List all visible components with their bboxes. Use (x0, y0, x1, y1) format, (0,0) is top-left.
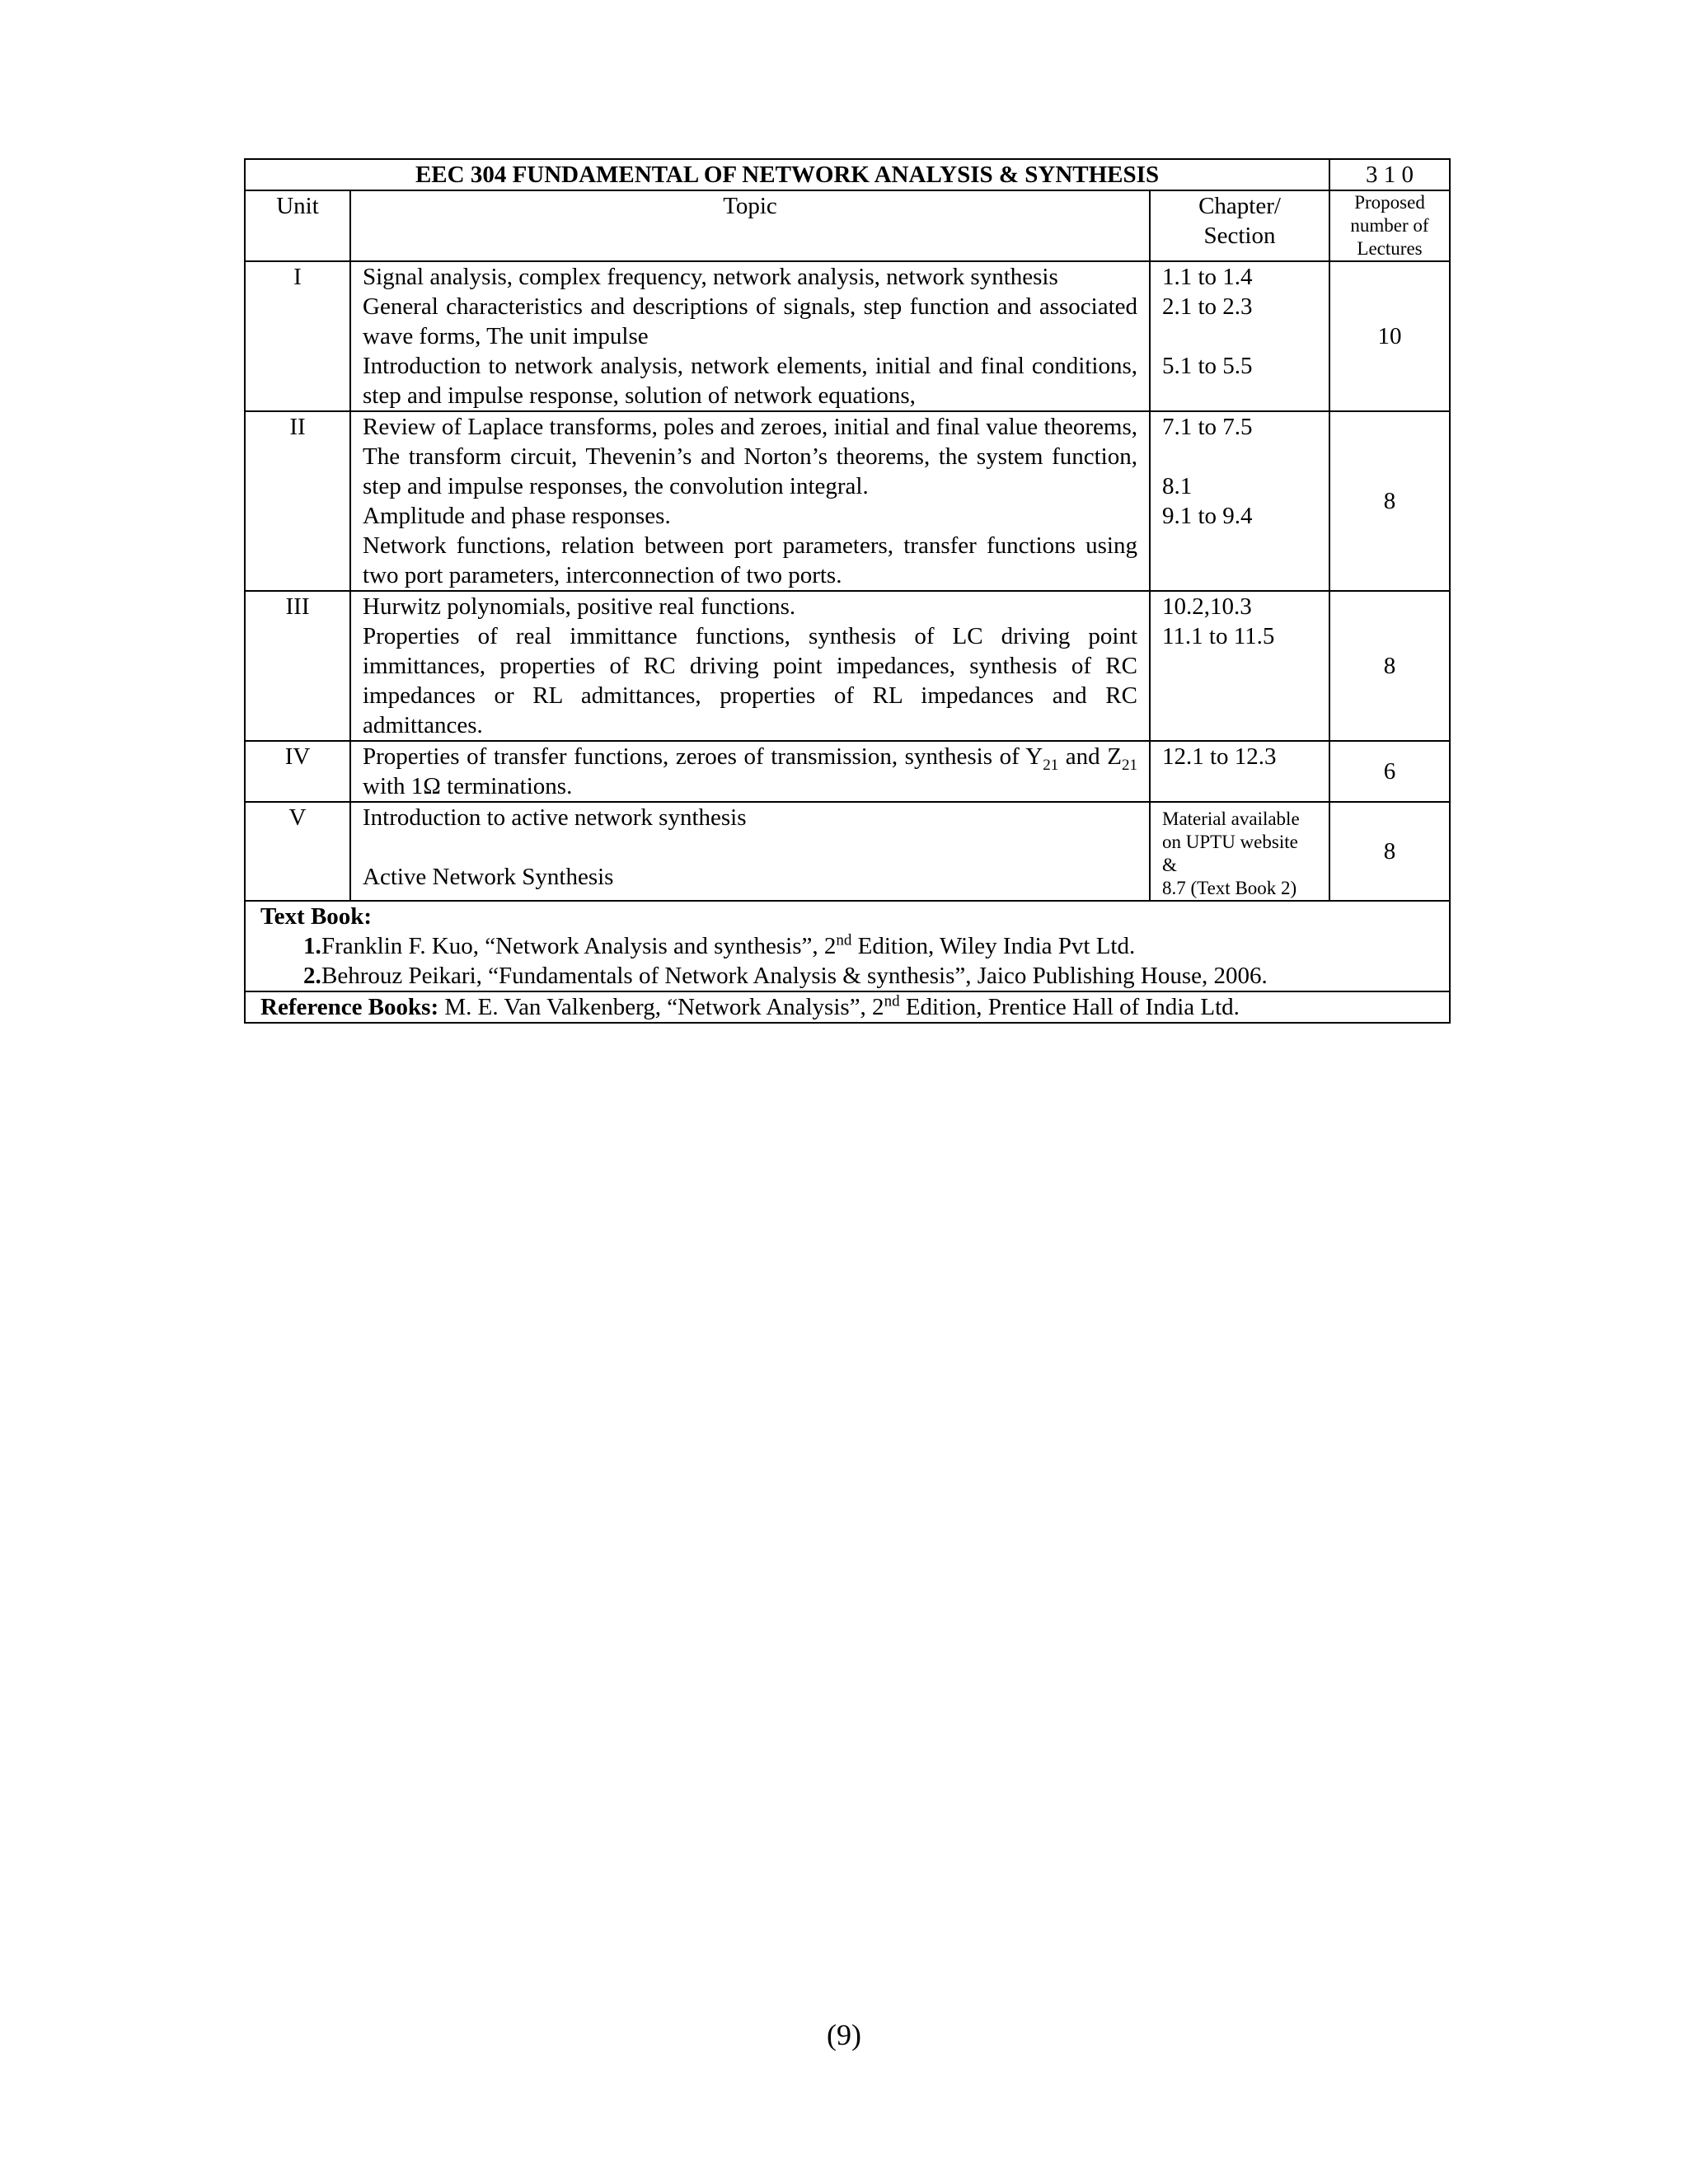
lecture-count: 8 (1329, 591, 1450, 741)
topic-text: Introduction to active network synthesis (363, 804, 747, 831)
topic-text: Amplitude and phase responses. (363, 503, 671, 529)
topic-cell (350, 802, 1150, 901)
table-row (245, 802, 1450, 901)
course-title: EEC 304 FUNDAMENTAL OF NETWORK ANALYSIS & SYNTHESIS (245, 159, 1329, 190)
chapter-header: Chapter/ Section (1150, 190, 1329, 261)
topic-text: with 1Ω terminations. (363, 773, 573, 799)
header-row (245, 190, 1450, 261)
list-number: 1. (303, 933, 321, 959)
chapter-text: Material available (1162, 808, 1300, 829)
reference-text: M. E. Van Valkenberg, “Network Analysis”, 2 (438, 994, 884, 1020)
reference-books-cell (245, 991, 1450, 1023)
table-row (245, 261, 1450, 411)
superscript: nd (836, 931, 852, 949)
reference-books-label: Reference Books: (260, 994, 439, 1020)
unit-header: Unit (245, 190, 350, 261)
chapter-cell (1150, 261, 1329, 411)
title-row (245, 159, 1450, 190)
chapter-text: 9.1 to 9.4 (1162, 503, 1253, 529)
reference-text: Edition, Prentice Hall of India Ltd. (899, 994, 1240, 1020)
topic-cell (350, 411, 1150, 591)
topic-header: Topic (350, 190, 1150, 261)
unit-number: III (245, 591, 350, 741)
topic-spacer (363, 832, 1137, 862)
topic-text: Properties of transfer functions, zeroes of transmission, synthesis of Y (363, 743, 1043, 770)
chapter-spacer (1162, 321, 1317, 351)
lecture-count: 10 (1329, 261, 1450, 411)
unit-number: I (245, 261, 350, 411)
chapter-text: 11.1 to 11.5 (1162, 623, 1275, 649)
subscript: 21 (1121, 756, 1137, 774)
topic-text: Introduction to network analysis, network elements, initial and final conditions, step and impulse response, solution of network equations, (363, 353, 1137, 409)
book-text: Franklin F. Kuo, “Network Analysis and synthesis”, 2 (321, 933, 837, 959)
chapter-text: 8.1 (1162, 473, 1193, 499)
syllabus-table (244, 158, 1451, 1024)
topic-cell (350, 591, 1150, 741)
text-books-heading: Text Book: (260, 903, 373, 930)
book-text: Behrouz Peikari, “Fundamentals of Network Analysis & synthesis”, Jaico Publishing House, 2006. (321, 963, 1268, 989)
topic-text: Active Network Synthesis (363, 864, 614, 890)
text-books-list (260, 931, 1434, 991)
topic-cell (350, 261, 1150, 411)
text-books-cell (245, 901, 1450, 991)
reference-books-row (245, 991, 1450, 1023)
chapter-text: 1.1 to 1.4 (1162, 264, 1253, 290)
chapter-cell (1150, 411, 1329, 591)
topic-text: Signal analysis, complex frequency, network analysis, network synthesis (363, 264, 1058, 290)
text-books-row (245, 901, 1450, 991)
lecture-count: 6 (1329, 741, 1450, 802)
unit-number: IV (245, 741, 350, 802)
course-credits: 3 1 0 (1329, 159, 1450, 190)
chapter-spacer (1162, 442, 1317, 471)
topic-text: General characteristics and descriptions of signals, step function and associated wave forms, The unit impulse (363, 293, 1137, 349)
chapter-text: 10.2,10.3 (1162, 593, 1252, 620)
table-row (245, 411, 1450, 591)
page-number: (9) (827, 2018, 861, 2051)
topic-text: Hurwitz polynomials, positive real functions. (363, 593, 796, 620)
lecture-count: 8 (1329, 411, 1450, 591)
chapter-text: 5.1 to 5.5 (1162, 353, 1253, 379)
chapter-text: 7.1 to 7.5 (1162, 414, 1253, 440)
topic-text: Review of Laplace transforms, poles and zeroes, initial and final value theorems, The transform circuit, Thevenin’s and Norton’s theorems, the system function, step and impulse responses, the convolution integral. (363, 414, 1137, 499)
lecture-count: 8 (1329, 802, 1450, 901)
topic-text: Network functions, relation between port parameters, transfer functions using two port parameters, interconnection of two ports. (363, 532, 1137, 588)
unit-number: II (245, 411, 350, 591)
superscript: nd (884, 992, 900, 1010)
subscript: 21 (1043, 756, 1059, 774)
book-text: Edition, Wiley India Pvt Ltd. (851, 933, 1136, 959)
table-row (245, 591, 1450, 741)
lectures-header: Proposed number of Lectures (1329, 190, 1450, 261)
chapter-text: & (1162, 855, 1177, 875)
unit-number: V (245, 802, 350, 901)
topic-cell (350, 741, 1150, 802)
chapter-cell (1150, 591, 1329, 741)
chapter-cell (1150, 802, 1329, 901)
topic-text: Properties of real immittance functions, synthesis of LC driving point immittances, properties of RC driving point impedances, synthesis of RC impedances or RL admittances, properties of RL impedances and RC admittances. (363, 623, 1137, 738)
list-item (260, 961, 1434, 991)
list-number: 2. (303, 963, 321, 989)
chapter-cell (1150, 741, 1329, 802)
chapter-text: 12.1 to 12.3 (1162, 743, 1277, 770)
table-row (245, 741, 1450, 802)
chapter-text: 2.1 to 2.3 (1162, 293, 1253, 320)
list-item (260, 931, 1434, 961)
topic-text: and Z (1058, 743, 1122, 770)
chapter-text: on UPTU website (1162, 832, 1298, 852)
chapter-text: 8.7 (Text Book 2) (1162, 878, 1297, 898)
